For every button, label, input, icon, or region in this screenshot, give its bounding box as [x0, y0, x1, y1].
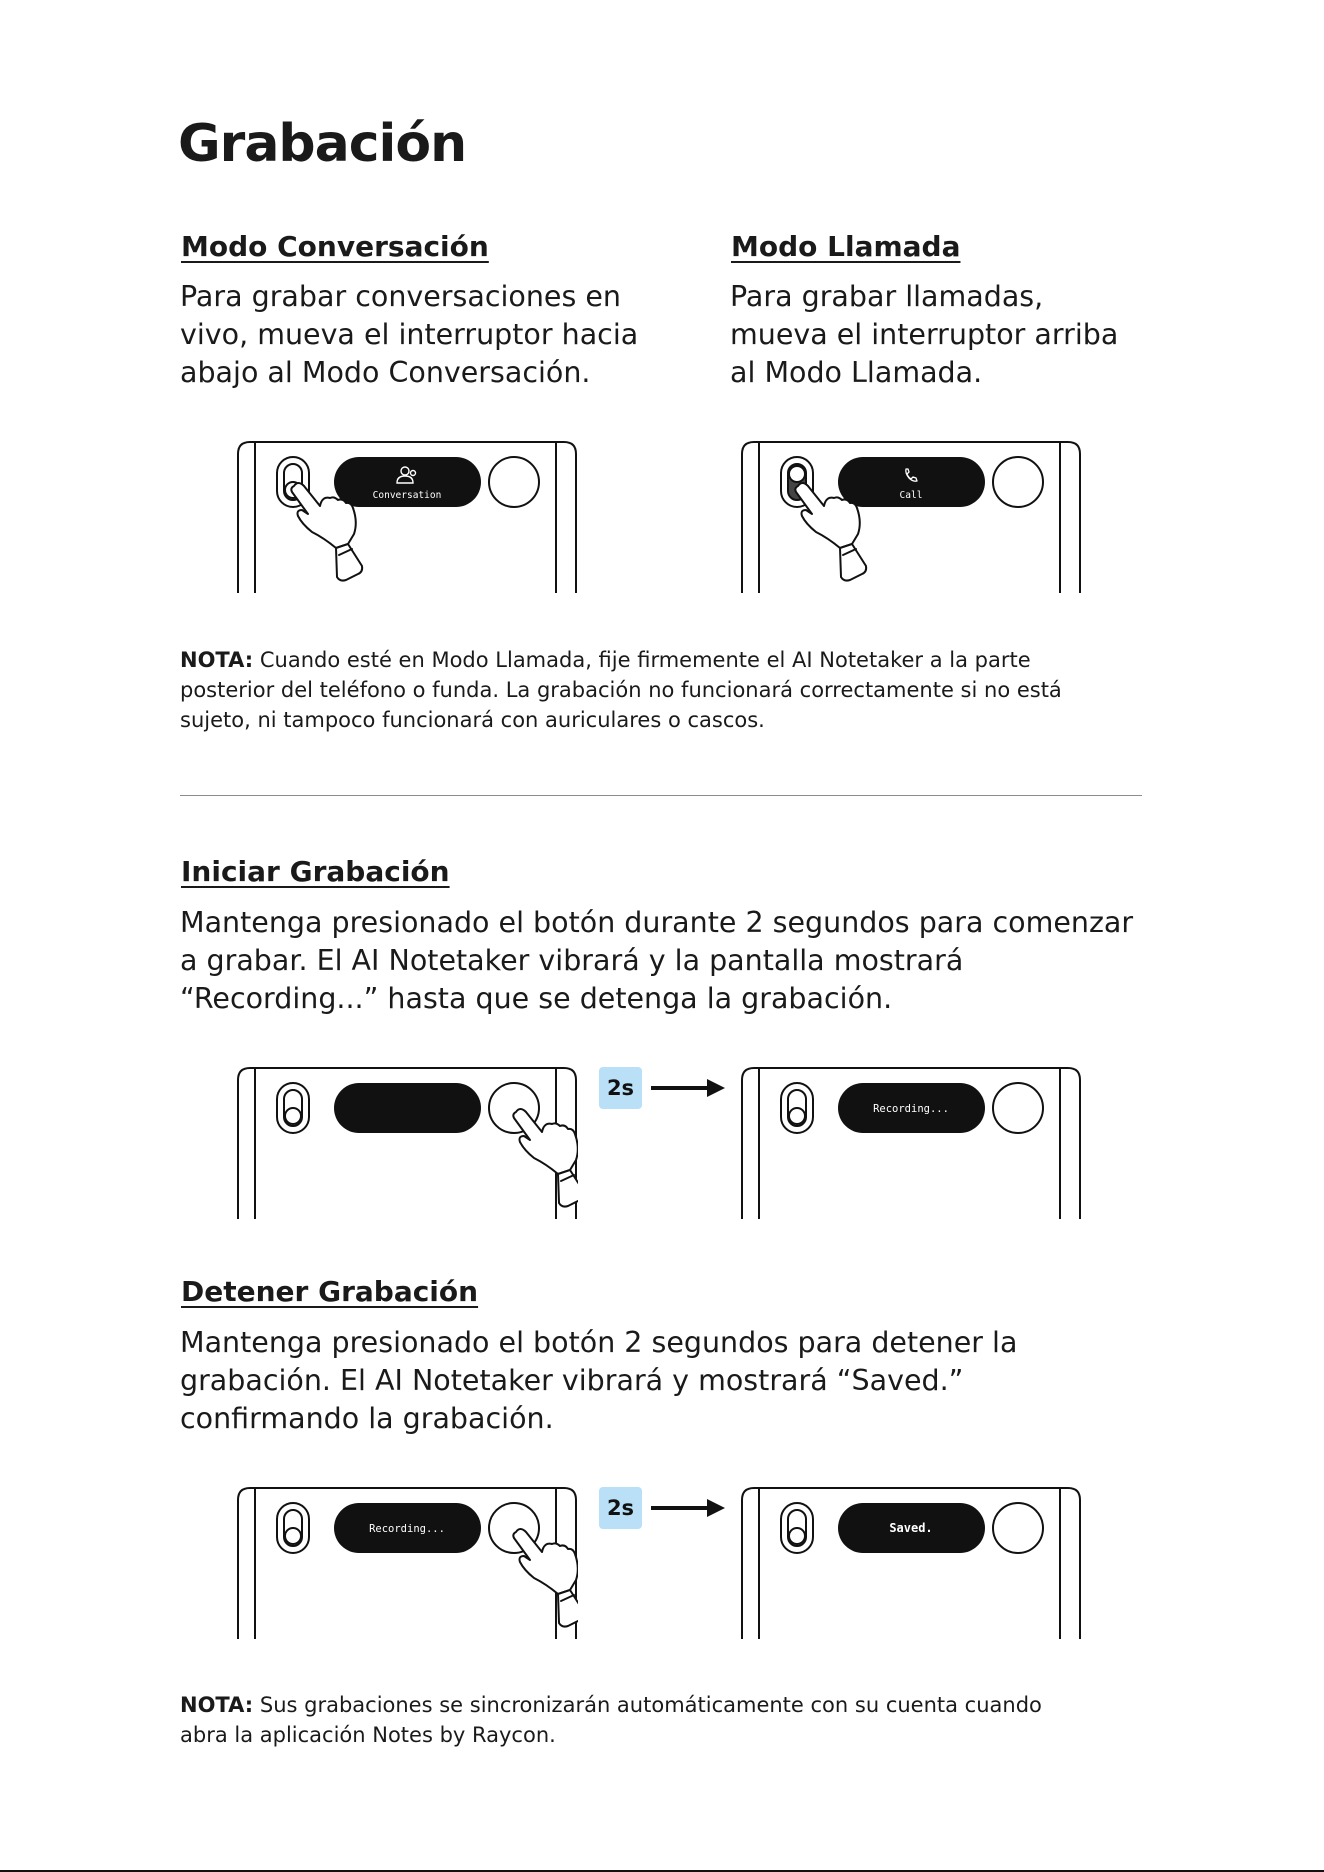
note-text: Cuando esté en Modo Llamada, fije firmemente el AI Notetaker a la parte: [259, 648, 1031, 672]
screen-label: Recording...: [369, 1523, 445, 1535]
page-title: Grabación: [178, 114, 467, 174]
text-line: Mantenga presionado el botón 2 segundos para detener la: [180, 1326, 1018, 1359]
text-line: vivo, mueva el interruptor hacia: [180, 318, 639, 351]
device-conversation-illustration: [236, 440, 578, 593]
call-mode-text: [730, 278, 1118, 392]
screen-label: Conversation: [372, 490, 442, 501]
note-line: [180, 645, 1062, 675]
record-button: [993, 1503, 1043, 1553]
duration-badge: 2s: [599, 1487, 642, 1529]
text-line: Mantenga presionado el botón durante 2 segundos para comenzar: [180, 906, 1134, 939]
mode-switch: [781, 1083, 813, 1133]
duration-badge: 2s: [599, 1067, 642, 1109]
start-recording-heading: Iniciar Grabación: [181, 855, 450, 888]
device-call-illustration: [740, 440, 1082, 593]
start-recording-text: [180, 904, 1133, 1018]
note-label: NOTA:: [180, 648, 254, 672]
arrow-right-icon: [651, 1499, 725, 1517]
hand-pointer-icon: [513, 1109, 578, 1207]
note-line: abra la aplicación Notes by Raycon.: [180, 1723, 556, 1747]
hand-pointer-icon: [513, 1529, 578, 1627]
call-mode-heading: Modo Llamada: [731, 230, 961, 263]
record-button: [489, 457, 539, 507]
section-divider: [180, 795, 1142, 796]
note-call-mode: [180, 645, 1062, 735]
note-line: sujeto, ni tampoco funcionará con auriculares o cascos.: [180, 708, 765, 732]
text-line: abajo al Modo Conversación.: [180, 356, 591, 389]
screen-label: Call: [899, 490, 923, 501]
device-screen: [334, 1083, 481, 1133]
text-line: al Modo Llamada.: [730, 356, 983, 389]
screen-label: Saved.: [889, 1521, 933, 1535]
arrow-right-icon: [651, 1079, 725, 1097]
note-text: Sus grabaciones se sincronizarán automáticamente con su cuenta cuando: [259, 1693, 1042, 1717]
text-line: “Recording...” hasta que se detenga la grabación.: [180, 982, 893, 1015]
note-sync: [180, 1690, 1042, 1750]
device-start-before-illustration: [236, 1066, 578, 1219]
mode-switch: [781, 1503, 813, 1553]
text-line: a grabar. El AI Notetaker vibrará y la pantalla mostrará: [180, 944, 964, 977]
note-label: NOTA:: [180, 1693, 254, 1717]
text-line: mueva el interruptor arriba: [730, 318, 1119, 351]
conversation-mode-text: [180, 278, 638, 392]
text-line: grabación. El AI Notetaker vibrará y mostrará “Saved.”: [180, 1364, 964, 1397]
stop-recording-heading: Detener Grabación: [181, 1275, 479, 1308]
record-button: [993, 457, 1043, 507]
mode-switch: [277, 1083, 309, 1133]
text-line: confirmando la grabación.: [180, 1402, 554, 1435]
text-line: Para grabar llamadas,: [730, 280, 1044, 313]
stop-recording-text: [180, 1324, 1017, 1438]
device-stop-before-illustration: [236, 1486, 578, 1639]
device-start-after-illustration: [740, 1066, 1082, 1219]
note-line: posterior del teléfono o funda. La grabación no funcionará correctamente si no está: [180, 678, 1062, 702]
device-stop-after-illustration: [740, 1486, 1082, 1639]
mode-switch: [277, 1503, 309, 1553]
note-line: [180, 1690, 1042, 1720]
screen-label: Recording...: [873, 1103, 949, 1115]
record-button: [993, 1083, 1043, 1133]
text-line: Para grabar conversaciones en: [180, 280, 621, 313]
conversation-mode-heading: Modo Conversación: [181, 230, 489, 263]
